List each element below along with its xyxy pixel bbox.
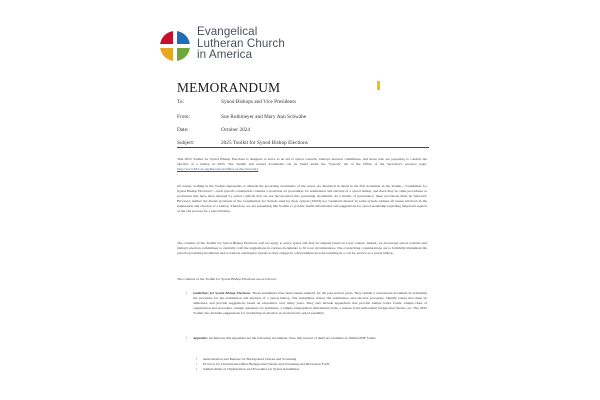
memo-page: Evangelical Lutheran Church in America MEMORANDUM To: Synod Bishops and Vice Presidents From: Sue Rothmeyer and Mary Ann Schwabe Date: October 2024 Subject: 2025 Toolkit for Synod Bishop Elections This 2025 Toolkit for Synod Bishop Elections is designed to serve as an aid to synod councils, bishop's election committees, and those who are preparing to conduct the election of a bishop in 2025. The Toolkit and related documents can be found under the "Synods" tab of the Office of the Secretary's resource page: http://www.ELCA.org/Resources/Office-of-the-Secretary Of course, nothing in the Toolkit supersedes or amends the governing documents of the synod. As described in detail in the first document in the Toolkit—"Guidelines for Synod Bishop Elections"—each synod's constitution contains a provision on procedures for nomination and election of a synod bishop, and there may be other procedures or provisions that have been adopted by synod councils that are not incorporated into governing documents. As a matter of governance, these provisions must be followed. However, neither the model provision in the Constitution for Synods used by most synods (S9.04) nor variations thereof in some synods address all issues involved in the nomination and election of a bishop. Therefore, we are presenting this Toolkit to provide useful information and suggestions for synod leadership regarding important aspects of the call process for a synod bishop. The contents of the Toolkit for Synod Bishop Elections will not apply to every synod and may be adapted based on local context. Indeed, we encourage synod councils and bishop's election committees to carefully craft the suggestions in various documents to fit local circumstances. The overarching considerations are to faithfully implement the synod's governing documents and to educate and inspire synods as they engage in a discernment process resulting in a call for service as a synod bishop. The contents of the Toolkit for Synod Bishop Elections are as follows: • Guidelines for Synod Bishop Elections: These Guidelines have been issued annually for the past several years. They remain a cornerstone document in evaluating the processes for the nomination and election of a synod bishop. The Guidelines review the nomination and election processes, identify issues that must be addressed, and provide suggestions based on experience over many years. They also include appendices that provide sample ballot forms, sample rules of organization and procedure, sample questions for nominees, a sample biographical information form, a release form authorizing background checks, etc. The 2025 Toolkit also includes suggestions for conducting an election at an electronic synod assembly. • Appendix: Included in this Appendix are the following documents. Note that several of them are available as fillable PDF forms: • Authorization and Release for Background Checks and Screening • Protocol for Churchwide Office Background Checks and Screening and Disclosure Form • Sample Rules of Organization and Procedure for Synod Assemblies [0,0,600,400]
intro-paragraph: This 2025 Toolkit for Synod Bishop Elections is designed to serve as an aid to synod councils, bishop's election committees, and those who are preparing to conduct the election of a bishop in 2025. The Toolkit and related documents can be found under the "Synods" tab of the Office of the Secretary's resource page: http://www.ELCA.org/Resources/Office-of-the-Secretary [177,157,427,171]
contents-list [177,291,427,346]
governance-paragraph: Of course, nothing in the Toolkit supersedes or amends the governing documents of the synod. As described in detail in the first document in the Toolkit—"Guidelines for Synod Bishop Elections"—each synod's constitution contains a provision on procedures for nomination and election of a synod bishop, and there may be other procedures or provisions that have been adopted by synod councils that are not incorporated into governing documents. As a matter of governance, these provisions must be followed. However, neither the model provision in the Constitution for Synods used by most synods (S9.04) nor variations thereof in some synods address all issues involved in the nomination and election of a bishop. Therefore, we are presenting this Toolkit to provide useful information and suggestions for synod leadership regarding important aspects of the call process for a synod bishop. [177,184,427,213]
list-item: • Sample Rules of Organization and Procedure for Synod Assemblies [195,367,425,372]
contents-paragraph: The contents of the Toolkit for Synod Bishop Elections will not apply to every synod and may be adapted based on local context. Indeed, we encourage synod councils and bishop's election committees to carefully craft the suggestions in various documents to fit local circumstances. The overarching considerations are to faithfully implement the synod's governing documents and to educate and inspire synods as they engage in a discernment process resulting in a call for service as a synod bishop. [177,241,427,255]
logo-wordmark: Evangelical Lutheran Church in America [197,25,285,62]
list-item: • Appendix: Included in this Appendix are the following documents. Note that several of them are available as fillable PDF forms: [177,336,427,346]
elca-logo [157,26,297,66]
highlight-mark [377,81,380,90]
list-item: • Guidelines for Synod Bishop Elections: These Guidelines have been issued annually for the past several years. They remain a cornerstone document in evaluating the processes for the nomination and election of a synod bishop. The Guidelines review the nomination and election processes, identify issues that must be addressed, and provide suggestions based on experience over many years. They also include appendices that provide sample ballot forms, sample rules of organization and procedure, sample questions for nominees, a sample biographical information form, a release form authorizing background checks, etc. The 2025 Toolkit also includes suggestions for conducting an election at an electronic synod assembly. [177,291,427,324]
list-item: • Protocol for Churchwide Office Background Checks and Screening and Disclosure Form [195,362,425,367]
resource-link[interactable]: http://www.ELCA.org/Resources/Office-of-the-Secretary [177,167,259,171]
appendix-list [195,357,425,371]
contents-intro: The contents of the Toolkit for Synod Bishop Elections are as follows: [177,277,277,281]
header-divider [177,147,429,148]
list-item: • Authorization and Release for Background Checks and Screening [195,357,425,362]
elca-cross-logo-icon [157,28,193,64]
memo-title: MEMORANDUM [177,80,281,95]
